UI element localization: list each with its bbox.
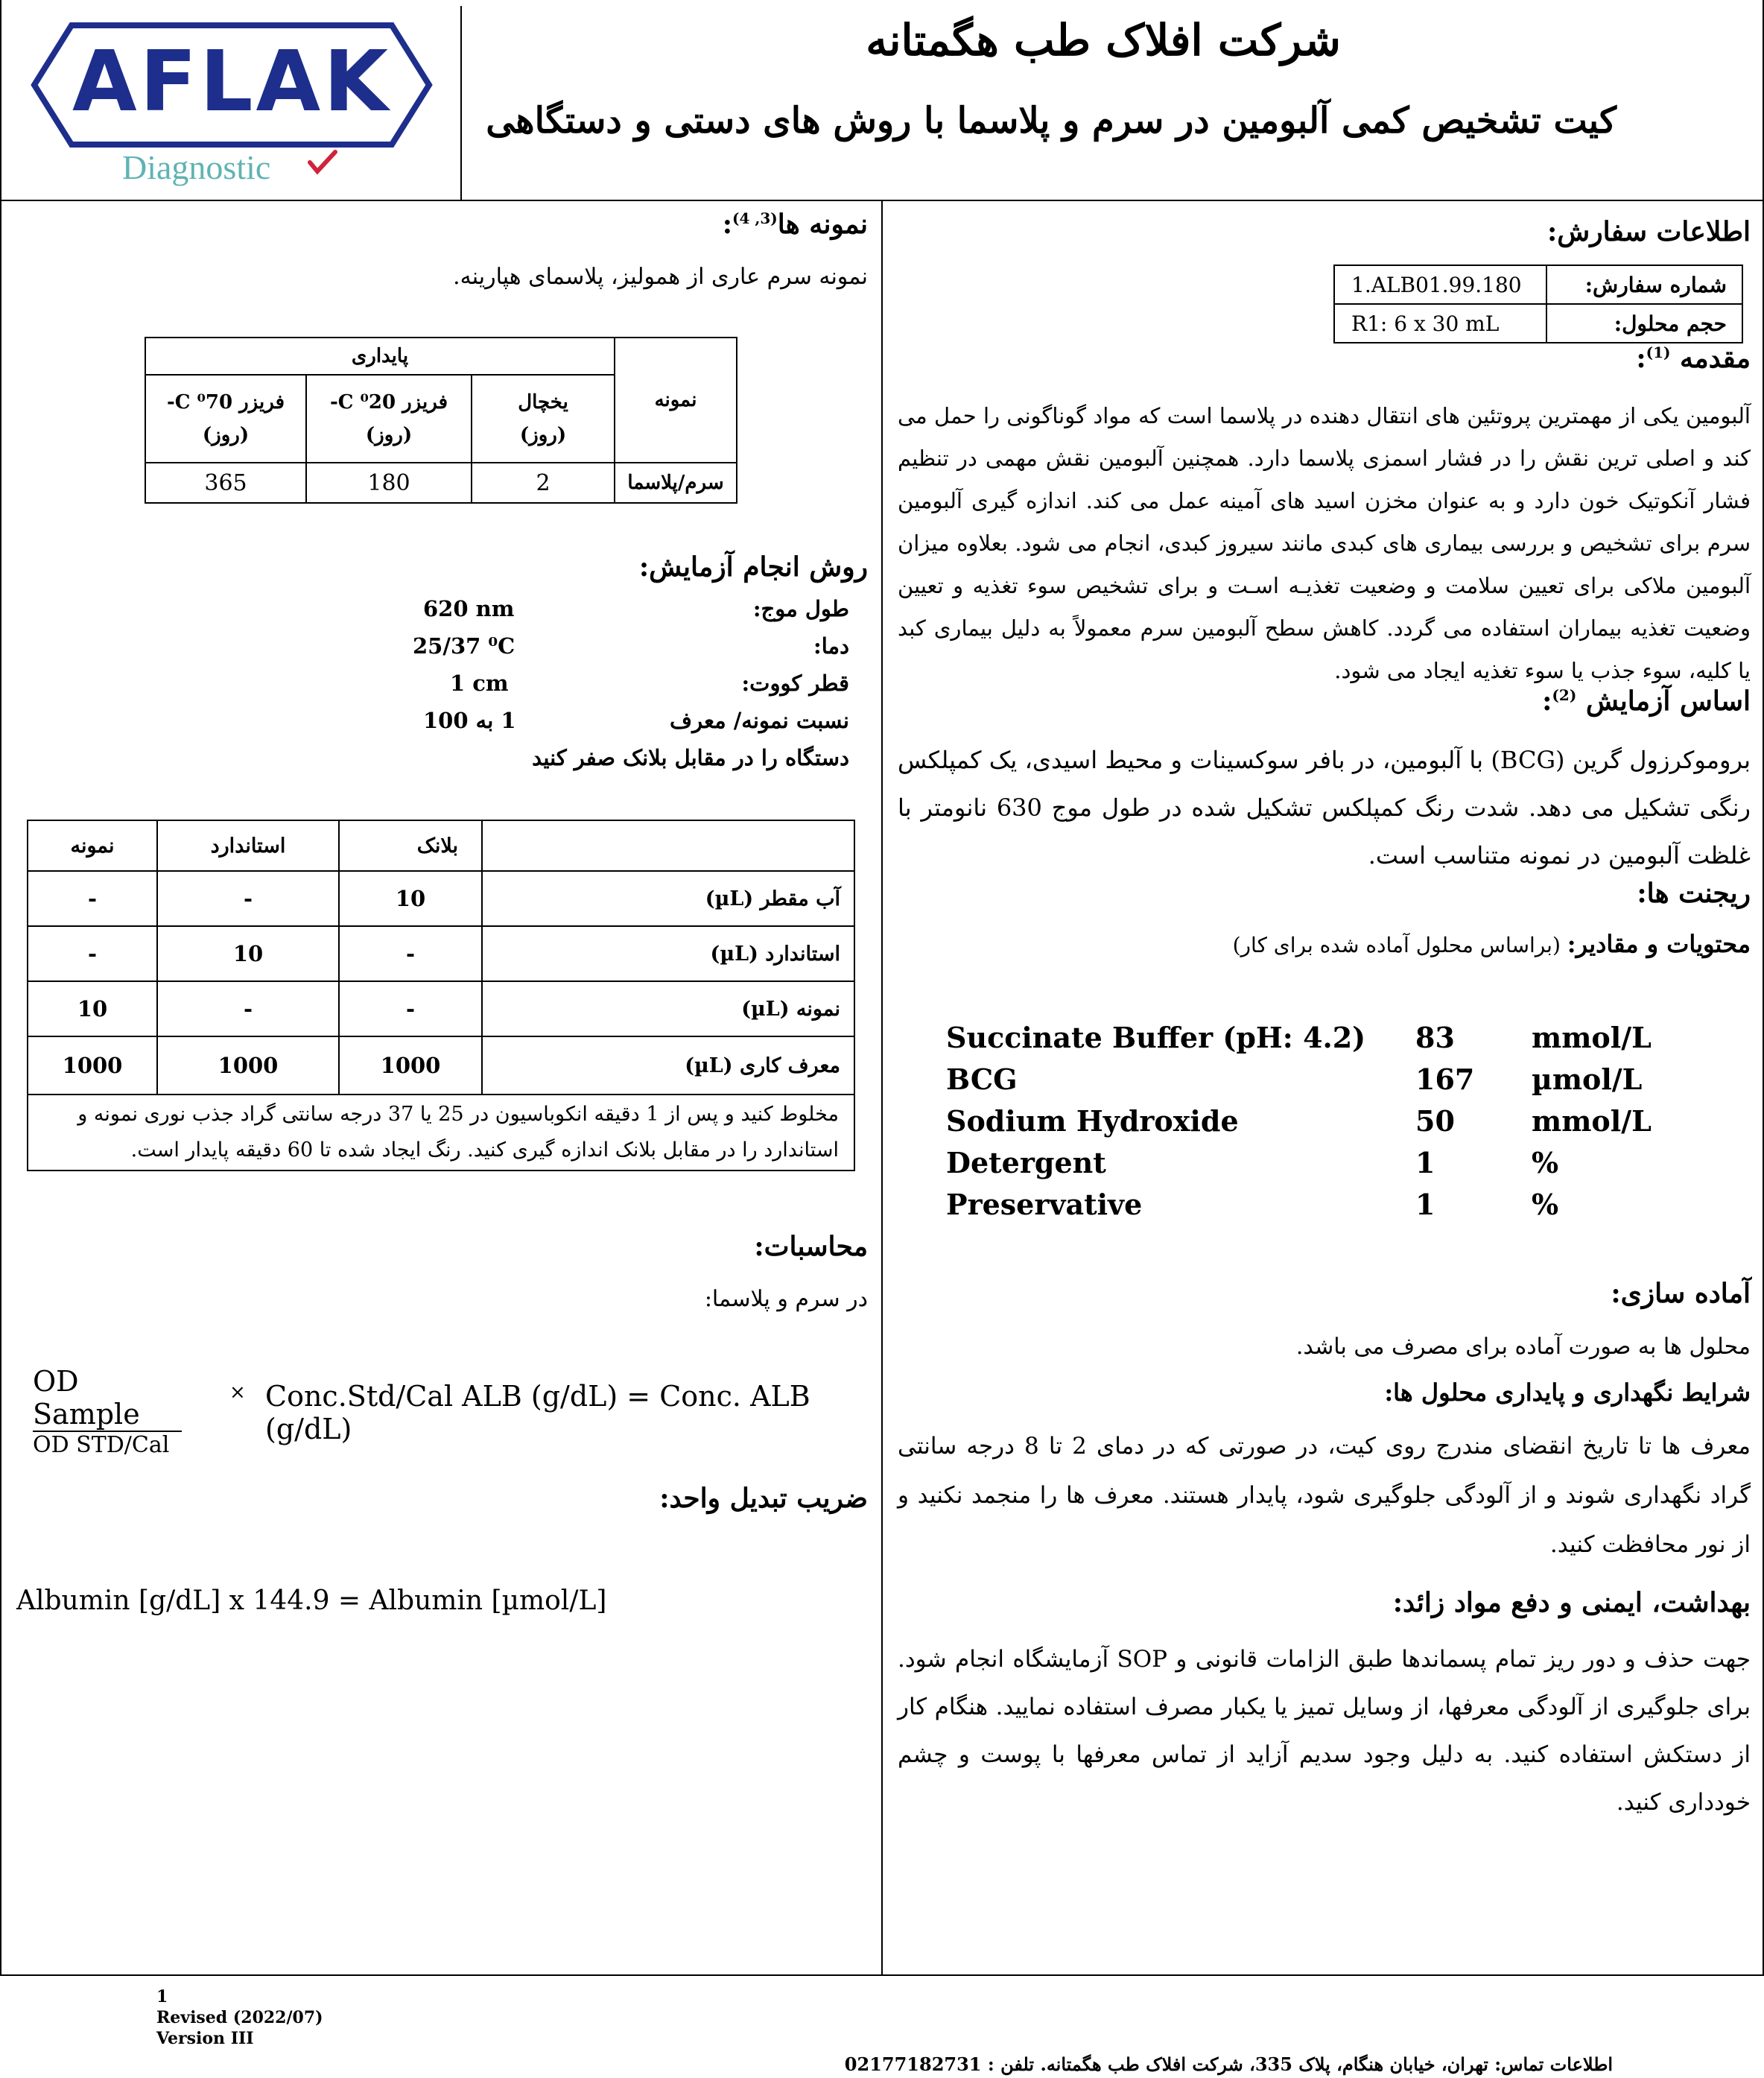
procedure-cell: 1000 [28,1036,157,1095]
principle-text: بروموکرزول گرین (BCG) با آلبومین، در بافر سوکسینات و محیط اسیدی، یک کمپلکس رنگی تشکیل می دهد. شدت رنگ کمپلکس تشکیل شده در طول موج 630 نانومتر با غلظت آلبومین در نمونه متناسب است. [898,746,1751,869]
param-label: طول موج: [752,596,849,621]
preparation-text: محلول ها به صورت آماده برای مصرف می باشد. [1295,1334,1751,1360]
fraction [33,1365,182,1458]
contact-info: اطلاعات تماس: تهران، خیابان هنگام، پلاک 335، شرکت افلاک طب هگمتانه. تلفن : 02177182731 [844,2053,1613,2075]
procedure-cell: 10 [339,871,482,926]
reagent-name: Detergent [946,1146,1106,1179]
procedure-row-label: معرف کاری (µL) [482,1036,854,1095]
reagent-contents [1043,930,1751,958]
param-row [372,633,849,671]
page-number: 1 [156,1987,168,2006]
reagent-unit: % [1532,1188,1559,1221]
param-row [372,708,849,745]
reagent-row [946,1188,1676,1229]
reagent-value: 167 [1415,1062,1475,1096]
zero-note: دستگاه را در مقابل بلانک صفر کنید [532,745,849,770]
calculation-subtitle: در سرم و پلاسما: [704,1286,868,1312]
procedure-note: مخلوط کنید و پس از 1 دقیقه انکوباسیون در 25 یا 37 درجه سانتی گراد جذب نوری نمونه و استاندارد را در مقابل بلانک اندازه گیری کنید. رنگ ایجاد شده تا 60 دقیقه پایدار است. [28,1095,854,1171]
order-number-value: 1.ALB01.99.180 [1334,265,1546,304]
param-label: نسبت نمونه/ معرف [670,708,849,733]
formula-text: Conc.Std/Cal ALB (g/dL) = Conc. ALB (g/dL) [265,1380,810,1445]
stability-sample-header: نمونه [615,338,737,463]
param-value: 25/37 ⁰C [413,633,515,659]
param-row [372,596,849,633]
procedure-cell: - [28,926,157,981]
principle-title: اساس آزمایش $^{(2)}$: [1542,685,1751,717]
reagent-value: 83 [1415,1021,1455,1054]
procedure-cell: - [157,871,339,926]
frame-bottom-line [0,1974,1764,1976]
logo-subtitle: Diagnostic [122,148,271,186]
intro-text: آلبومین یکی از مهمترین پروتئین های انتقال دهنده در پلاسما است که مواد گوناگونی را حمل می کند و اصلی ترین نقش را در فشار اسمزی پلاسما دارد. همچنین آلبومین نقش مهمی در تنظیم فشار آنکوتیک خون دارد و به عنوان مخزن اسید های آمینه عمل می کند. اندازه گیری آلبومین سرم برای تشخیص و بررسی بیماری های کبدی مانند سیروز کبدی، انجام می شود. بعلاوه میزان آلبومین ملاکی برای تعیین سلامت و وضعیت تغذیـه اسـت و برای تشخیص سوء تغذیه و تعیین وضعیت تغذیه بیماران استفاده می گردد. کاهش سطح آلبومین سرم معمولاً به دلیل بیماری کبد یا کلیه، سوء جذب یا سوء تغذیه ایجاد می شود. [898,403,1751,683]
reagent-row [946,1021,1676,1062]
reagent-name: Succinate Buffer (pH: 4.2) [946,1021,1366,1054]
param-label: دما: [813,633,849,659]
storage-text: معرف ها تا تاریخ انقضای مندرج روی کیت، در صورتی که در دمای 2 تا 8 درجه سانتی گراد نگهداری شوند و از آلودگی جلوگیری شود، پایدار هستند. معرف ها را منجمد نکنید و از نور محافظت کنید. [898,1433,1751,1558]
reagent-row [946,1104,1676,1146]
company-logo [27,16,437,188]
stability-header: پایداری [145,338,615,375]
safety-title: بهداشت، ایمنی و دفع مواد زائد: [1392,1587,1751,1618]
freezer-20-header: فریزر C ⁰20- (روز) [306,375,472,463]
contents-note: (براساس محلول آماده شده برای کار) [1232,933,1561,957]
solution-volume-label: حجم محلول: [1546,304,1742,343]
stability-row-label: سرم/پلاسما [615,463,737,503]
procedure-table [27,820,855,1171]
reagent-name: Sodium Hydroxide [946,1104,1239,1138]
reagent-row [946,1146,1676,1188]
param-value: 1 به 100 [423,708,516,733]
procedure-cell: - [28,871,157,926]
reagent-unit: µmol/L [1532,1062,1643,1096]
freezer-70-header: فریزر C ⁰70- (روز) [145,375,306,463]
reagents-title: ریجنت ها: [1637,878,1751,909]
calculation-title: محاسبات: [754,1231,868,1262]
header-divider [460,6,462,200]
procedure-cell: 10 [28,981,157,1036]
preparation-title: آماده سازی: [1611,1278,1751,1309]
param-value: 1 cm [450,671,509,696]
reagent-value: 1 [1415,1146,1435,1179]
reagent-value: 1 [1415,1188,1435,1221]
reagent-name: BCG [946,1062,1018,1096]
reagent-list [946,1021,1676,1229]
samples-title: نمونه ها$^{(3, 4)}$: [722,209,868,240]
contents-label: محتویات و مقادیر: [1567,930,1751,958]
conversion-formula: Albumin [g/dL] x 144.9 = Albumin [µmol/L] [16,1586,607,1616]
stability-table [145,337,737,504]
procedure-header-blank: بلانک [339,820,482,871]
safety-text: جهت حذف و دور ریز تمام پسماندها طبق الزامات قانونی و SOP آزمایشگاه انجام شود. برای جلوگیری از آلودگی معرفها، از وسایل تمیز یا یکبار مصرف استفاده نمایید. هنگام کار از دستکش استفاده کنید. به دلیل وجود سدیم آزاید از تماس معرفها با پوست و چشم خودداری کنید. [898,1646,1751,1816]
revision: Revised (2022/07) [156,2008,323,2027]
reagent-unit: mmol/L [1532,1021,1652,1054]
fridge-days: 2 [472,463,615,503]
procedure-row-label: استاندارد (µL) [482,926,854,981]
reagent-name: Preservative [946,1188,1143,1221]
order-title: اطلاعات سفارش: [1547,216,1751,247]
conversion-title: ضریب تبدیل واحد: [659,1483,868,1514]
frame-left-line [0,0,1,1975]
procedure-header-sample: نمونه [28,820,157,871]
procedure-row-label: آب مقطر (µL) [482,871,854,926]
fraction-numerator: OD Sample [33,1365,182,1432]
procedure-cell: - [339,981,482,1036]
version: Version III [156,2029,254,2048]
freezer-20-days: 180 [306,463,472,503]
footer-info [156,1986,323,2049]
procedure-header-empty [482,820,854,871]
method-params [372,596,849,782]
procedure-cell: 1000 [157,1036,339,1095]
company-name: شرکت افلاک طب هگمتانه [866,15,1341,66]
reagent-row [946,1062,1676,1104]
order-table [1333,264,1743,343]
order-number-label: شماره سفارش: [1546,265,1742,304]
param-label: قطر کووت: [741,671,849,696]
freezer-70-days: 365 [145,463,306,503]
intro-title: مقدمه $^{(1)}$: [1636,343,1751,374]
procedure-cell: 10 [157,926,339,981]
column-divider [881,200,883,1975]
samples-text: نمونه سرم عاری از همولیز، پلاسمای هپارینه. [453,264,868,290]
procedure-row-label: نمونه (µL) [482,981,854,1036]
kit-title: کیت تشخیص کمی آلبومین در سرم و پلاسما با روش های دستی و دستگاهی [486,100,1617,142]
param-row [372,671,849,708]
check-icon [307,149,338,179]
fraction-denominator: OD STD/Cal [33,1432,170,1458]
logo-wordmark: AFLAK [72,34,392,130]
reagent-unit: % [1532,1146,1559,1179]
storage-title: شرایط نگهداری و پایداری محلول ها: [1384,1378,1751,1407]
times-symbol: × [229,1381,246,1404]
reagent-value: 50 [1415,1104,1455,1138]
calculation-formula [33,1365,860,1458]
procedure-header-standard: استاندارد [157,820,339,871]
param-value: 620 nm [423,596,515,621]
procedure-cell: 1000 [339,1036,482,1095]
reagent-unit: mmol/L [1532,1104,1652,1138]
method-title: روش انجام آزمایش: [638,551,868,583]
fridge-header: یخچال (روز) [472,375,615,463]
solution-volume-value: R1: 6 x 30 mL [1334,304,1546,343]
procedure-cell: - [339,926,482,981]
procedure-cell: - [157,981,339,1036]
